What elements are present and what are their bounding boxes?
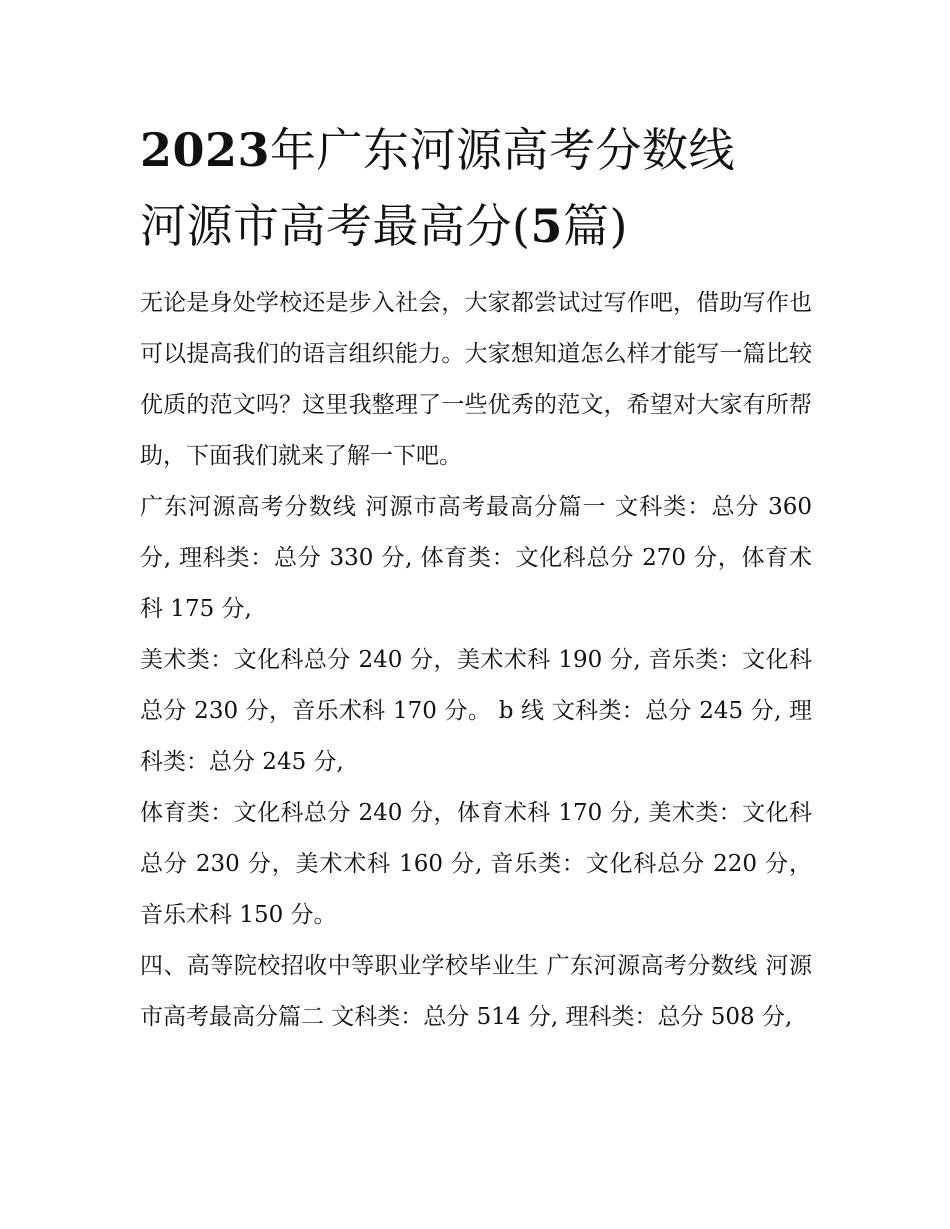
title-line-1-text: 年广东河源高考分数线 [270, 123, 736, 177]
document-title [140, 112, 812, 264]
title-line-2 [140, 188, 812, 264]
title-line-2-tail: 篇) [562, 199, 628, 253]
body-paragraph-4: 四、高等院校招收中等职业学校毕业生 广东河源高考分数线 河源市高考最高分篇二 文科类：总分 514 分, 理科类：总分 508 分, [140, 953, 812, 1030]
body-paragraph-3: 体育类：文化科总分 240 分，体育术科 170 分, 美术类：文化科总分 230 分，美术术科 160 分, 音乐类：文化科总分 220 分，音乐术科 150 分。 [140, 800, 812, 928]
document-page [140, 112, 812, 1043]
title-count: 5 [530, 199, 563, 253]
body-paragraph-1: 广东河源高考分数线 河源市高考最高分篇一 文科类：总分 360 分, 理科类：总分 330 分, 体育类：文化科总分 270 分，体育术科 175 分, [140, 494, 812, 622]
title-line-2-text: 河源市高考最高分( [140, 199, 531, 253]
title-line-1 [140, 112, 812, 188]
intro-paragraph: 无论是身处学校还是步入社会，大家都尝试过写作吧，借助写作也可以提高我们的语言组织能力。大家想知道怎么样才能写一篇比较优质的范文吗？这里我整理了一些优秀的范文，希望对大家有所帮助，下面我们就来了解一下吧。 [140, 290, 812, 469]
body-paragraph-2: 美术类：文化科总分 240 分，美术术科 190 分, 音乐类：文化科总分 230 分，音乐术科 170 分。 b 线 文科类：总分 245 分, 理科类：总分 245 分, [140, 647, 812, 775]
title-year: 2023 [140, 123, 271, 177]
